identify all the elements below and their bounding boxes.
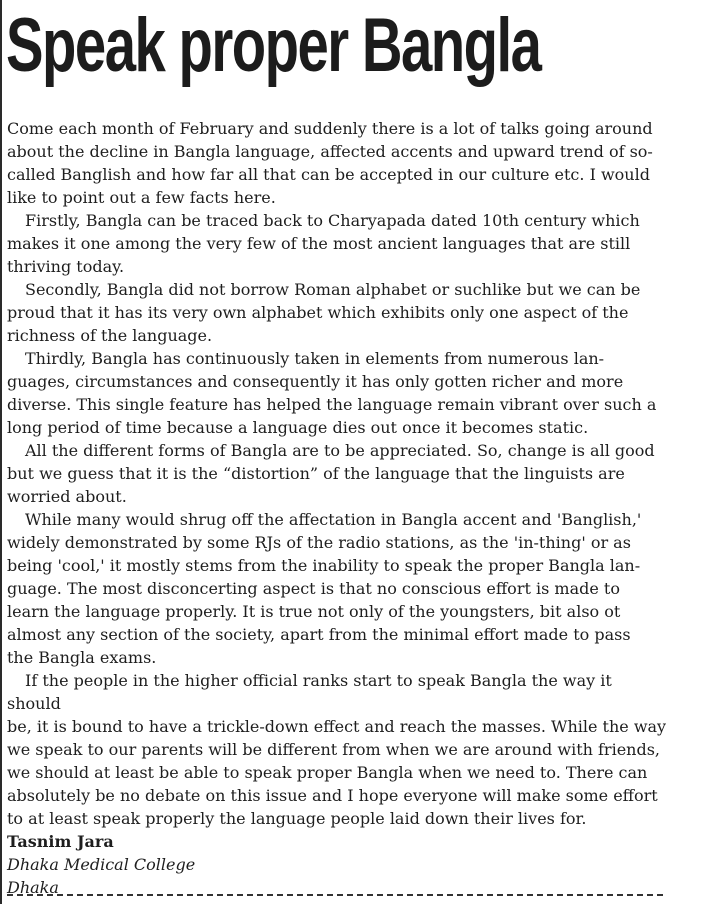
paragraph-forms: All the different forms of Bangla are to be appreciated. So, change is all good but we guess that it is the “distortion” of the language that the linguists are worried about. <box>7 441 655 506</box>
left-column-rule <box>0 0 2 904</box>
paragraph-firstly: Firstly, Bangla can be traced back to Charyapada dated 10th century which makes it one among the very few of the most ancient languages that are still thriving today. <box>7 211 640 276</box>
dashed-divider <box>7 894 663 896</box>
author-institution: Dhaka Medical College <box>7 855 196 874</box>
paragraph-affectation: While many would shrug off the affectation in Bangla accent and 'Banglish,' widely demonstrated by some RJs of the radio stations, as the 'in-thing' or as being 'cool,' it mostly stems from the inability to speak the proper Bangla lan- guage. The most disconcerting aspect is that no conscious effort is made to learn the language properly. It is true not only of the youngsters, bit also ot almost any section of the society, apart from the minimal effort made to pass the Bangla exams. <box>7 510 642 667</box>
letter-body <box>7 117 667 899</box>
author-city: Dhaka <box>7 878 59 897</box>
headline: Speak proper Bangla <box>6 3 541 88</box>
paragraph-thirdly: Thirdly, Bangla has continuously taken in elements from numerous lan- guages, circumstances and consequently it has only gotten richer and more diverse. This single feature has helped the language remain vibrant over such a long period of time because a language dies out once it becomes static. <box>7 349 657 437</box>
paragraph-secondly: Secondly, Bangla did not borrow Roman alphabet or suchlike but we can be proud that it has its very own alphabet which exhibits only one aspect of the richness of the language. <box>7 280 641 345</box>
paragraph-intro: Come each month of February and suddenly there is a lot of talks going around about the decline in Bangla language, affected accents and upward trend of so- called Banglish and how far all that can be accepted in our culture etc. I would like to point out a few facts here. <box>7 119 653 207</box>
author-name: Tasnim Jara <box>7 832 114 851</box>
paragraph-conclusion: If the people in the higher official ranks start to speak Bangla the way it should be, it is bound to have a trickle-down effect and reach the masses. While the way we speak to our parents will be different from when we are around with friends, we should at least be able to speak proper Bangla when we need to. There can absolutely be no debate on this issue and I hope everyone will make some effort to at least speak properly the language people laid down their lives for. <box>7 671 667 828</box>
